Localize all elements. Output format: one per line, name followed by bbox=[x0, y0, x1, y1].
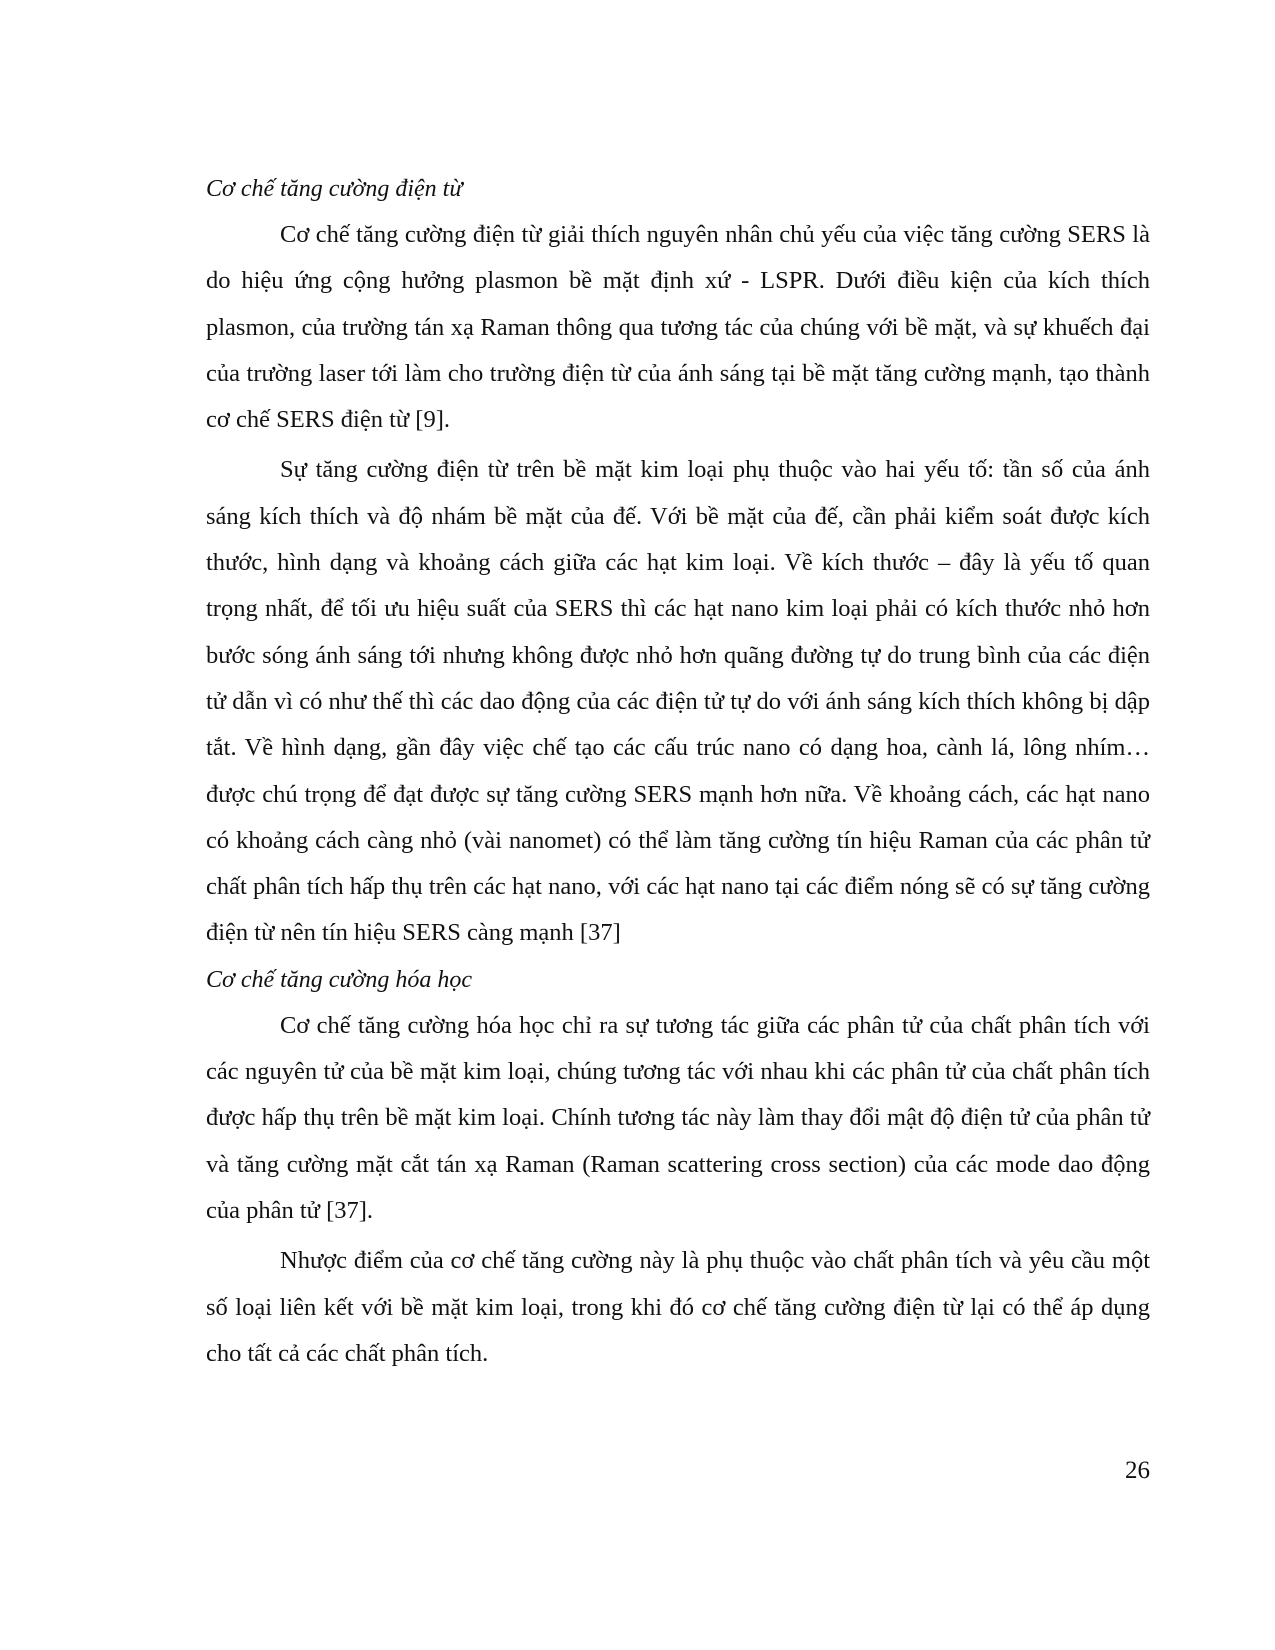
page-body bbox=[206, 166, 1150, 1377]
paragraph-electromagnetic-mechanism: Cơ chế tăng cường điện từ giải thích nguyên nhân chủ yếu của việc tăng cường SERS là do hiệu ứng cộng hưởng plasmon bề mặt định xứ - LSPR. Dưới điều kiện của kích thích plasmon, của trường tán xạ Raman thông qua tương tác của chúng với bề mặt, và sự khuếch đại của trường laser tới làm cho trường điện từ của ánh sáng tại bề mặt tăng cường mạnh, tạo thành cơ chế SERS điện từ [9]. bbox=[206, 221, 1150, 434]
paragraph-chemical-drawback: Nhược điểm của cơ chế tăng cường này là phụ thuộc vào chất phân tích và yêu cầu một số loại liên kết với bề mặt kim loại, trong khi đó cơ chế tăng cường điện từ lại có thể áp dụng cho tất cả các chất phân tích. bbox=[206, 1247, 1150, 1367]
paragraph-electromagnetic-factors: Sự tăng cường điện từ trên bề mặt kim loại phụ thuộc vào hai yếu tố: tần số của ánh sáng kích thích và độ nhám bề mặt của đế. Với bề mặt của đế, cần phải kiểm soát được kích thước, hình dạng và khoảng cách giữa các hạt kim loại. Về kích thước – đây là yếu tố quan trọng nhất, để tối ưu hiệu suất của SERS thì các hạt nano kim loại phải có kích thước nhỏ hơn bước sóng ánh sáng tới nhưng không được nhỏ hơn quãng đường tự do trung bình của các điện tử dẫn vì có như thế thì các dao động của các điện tử tự do với ánh sáng kích thích không bị dập tắt. Về hình dạng, gần đây việc chế tạo các cấu trúc nano có dạng hoa, cành lá, lông nhím… được chú trọng để đạt được sự tăng cường SERS mạnh hơn nữa. Về khoảng cách, các hạt nano có khoảng cách càng nhỏ (vài nanomet) có thể làm tăng cường tín hiệu Raman của các phân tử chất phân tích hấp thụ trên các hạt nano, với các hạt nano tại các điểm nóng sẽ có sự tăng cường điện từ nên tín hiệu SERS càng mạnh [37] bbox=[206, 456, 1150, 947]
page-number: 26 bbox=[1125, 1457, 1150, 1484]
section-heading-electromagnetic: Cơ chế tăng cường điện từ bbox=[206, 176, 463, 202]
section-heading-chemical: Cơ chế tăng cường hóa học bbox=[206, 966, 472, 993]
paragraph-chemical-mechanism: Cơ chế tăng cường hóa học chỉ ra sự tương tác giữa các phân tử của chất phân tích với các nguyên tử của bề mặt kim loại, chúng tương tác với nhau khi các phân tử của chất phân tích được hấp thụ trên bề mặt kim loại. Chính tương tác này làm thay đổi mật độ điện tử của phân tử và tăng cường mặt cắt tán xạ Raman (Raman scattering cross section) của các mode dao động của phân tử [37]. bbox=[206, 1011, 1150, 1224]
